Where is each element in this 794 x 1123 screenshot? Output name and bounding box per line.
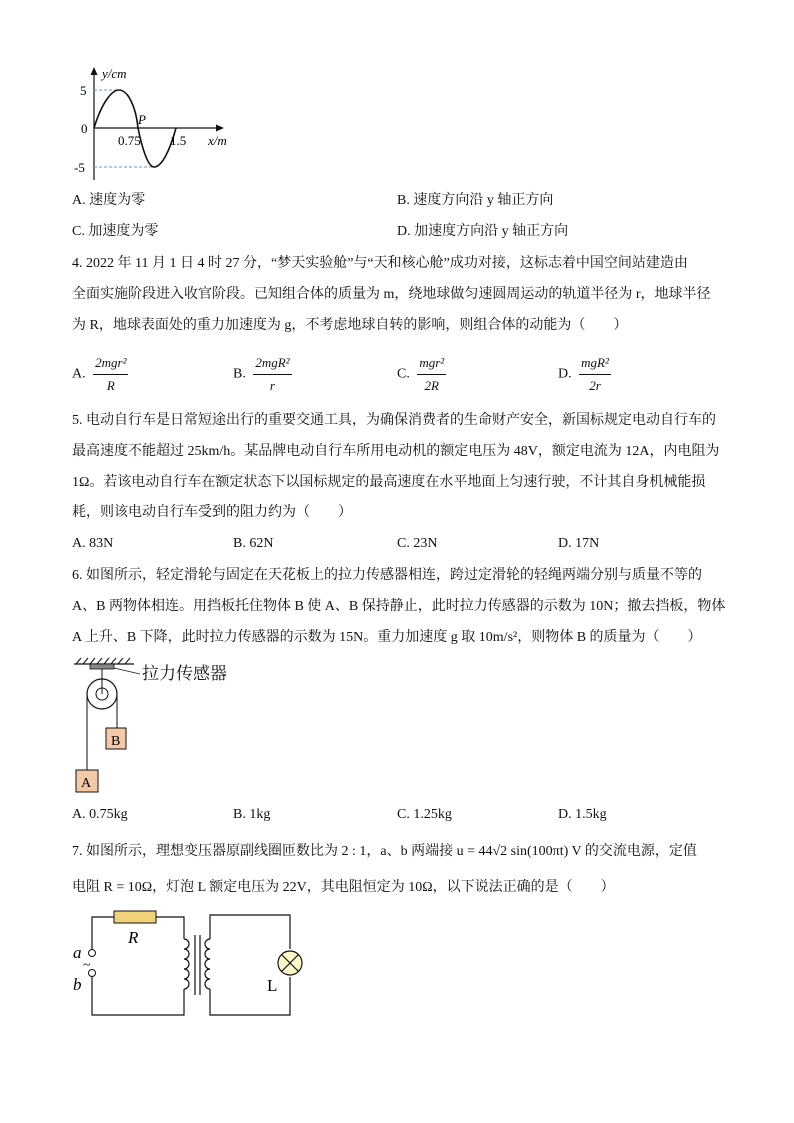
x-axis-arrow-icon: [216, 125, 224, 132]
terminal-b-label: b: [73, 975, 82, 994]
x-tick-1-label: 0.75: [118, 133, 141, 148]
q6-option-c[interactable]: C. 1.25kg: [397, 807, 452, 822]
y-max-label: 5: [80, 83, 87, 98]
q6-stem-line-2: A、B 两物体相连。用挡板托住物体 B 使 A、B 保持静止，此时拉力传感器的示数为 10N；撤去挡板，物体: [72, 599, 726, 614]
wave-graph: [72, 62, 242, 182]
q4-option-a[interactable]: A. $\frac{\text{2mgr²}}{R}$: [72, 353, 128, 396]
q3-option-d[interactable]: D. 加速度方向沿 y 轴正方向: [397, 224, 569, 239]
q6-option-d[interactable]: D. 1.5kg: [558, 807, 607, 822]
primary-wire-top: [92, 917, 114, 949]
point-p-label: P: [138, 112, 146, 127]
sensor-label: 拉力传感器: [142, 664, 227, 684]
q5-stem-line-4: 耗，则该电动自行车受到的阻力约为（ ）: [72, 505, 352, 520]
q5-option-d[interactable]: D. 17N: [558, 536, 600, 551]
q5-stem-line-3: 1Ω。若该电动自行车在额定状态下以国标规定的最高速度在水平地面上匀速行驶，不计其自身机械能损: [72, 475, 706, 490]
q7-stem-line-1: 7. 如图所示，理想变压器原副线圈匝数比为 2 : 1，a、b 两端接 u = 44√2 sin(100πt) V 的交流电源，定值: [72, 844, 697, 859]
force-sensor: [90, 664, 114, 669]
q6-stem-line-3: A 上升、B 下降，此时拉力传感器的示数为 15N。重力加速度 g 取 10m/s²，则物体 B 的质量为（ ）: [72, 630, 702, 645]
primary-wire-right: [156, 917, 184, 939]
resistor-r: [114, 911, 156, 923]
sensor-leader-line: [114, 668, 140, 674]
q5-option-b[interactable]: B. 62N: [233, 536, 274, 551]
q4-option-a-fraction: $\frac{\text{2mgr²}}{R}$: [95, 355, 127, 393]
terminal-a: [89, 950, 96, 957]
q4-stem-line-3: 为 R，地球表面处的重力加速度为 g，不考虑地球自转的影响，则组合体的动能为（ ）: [72, 318, 628, 333]
q4-option-b[interactable]: B. $\frac{\text{2mgR²}}{r}$: [233, 353, 292, 396]
y-min-label: -5: [74, 160, 85, 175]
terminal-a-label: a: [73, 943, 82, 962]
transformer-circuit: [68, 905, 313, 1025]
q3-option-b[interactable]: B. 速度方向沿 y 轴正方向: [397, 193, 554, 208]
q4-option-d[interactable]: D. $\frac{\text{mgR²}}{2r}$: [558, 353, 611, 396]
x-axis-label: x/m: [208, 133, 227, 148]
block-a-label: A: [81, 776, 92, 791]
origin-label: 0: [81, 121, 88, 136]
ceiling-hatch: [76, 658, 130, 664]
q4-option-c-fraction: $\frac{\text{mgr²}}{2R}$: [419, 355, 445, 393]
q4-option-d-fraction: $\frac{\text{mgR²}}{2r}$: [581, 355, 609, 393]
primary-wire-bottom: [92, 977, 184, 1015]
q5-stem-line-1: 5. 电动自行车是日常短途出行的重要交通工具，为确保消费者的生命财产安全，新国标规定电动自行车的: [72, 413, 716, 428]
q5-option-a[interactable]: A. 83N: [72, 536, 114, 551]
lamp-label: L: [267, 976, 278, 995]
primary-coil: [184, 939, 189, 989]
q3-option-a[interactable]: A. 速度为零: [72, 193, 146, 208]
ac-source-tilde: ~: [83, 958, 91, 973]
q5-option-c[interactable]: C. 23N: [397, 536, 438, 551]
resistor-label: R: [128, 928, 139, 947]
y-axis-arrow-icon: [91, 67, 98, 75]
x-tick-2-label: 1.5: [170, 133, 187, 148]
q4-stem-line-2: 全面实施阶段进入收官阶段。已知组合体的质量为 m，绕地球做匀速圆周运动的轨道半径为 r，地球半径: [72, 287, 711, 302]
q6-option-a[interactable]: A. 0.75kg: [72, 807, 128, 822]
q4-option-b-fraction: $\frac{\text{2mgR²}}{r}$: [255, 355, 290, 393]
q4-option-c[interactable]: C. $\frac{\text{mgr²}}{2R}$: [397, 353, 446, 396]
secondary-wire-bottom: [210, 977, 290, 1015]
q3-option-c[interactable]: C. 加速度为零: [72, 224, 159, 239]
secondary-wire-top: [210, 915, 290, 949]
q4-stem-line-1: 4. 2022 年 11 月 1 日 4 时 27 分，“梦天实验舱”与“天和核心舱”成功对接，这标志着中国空间站建造由: [72, 256, 688, 271]
secondary-coil: [205, 939, 210, 989]
y-axis-label: y/cm: [102, 66, 127, 81]
q5-stem-line-2: 最高速度不能超过 25km/h。某品牌电动自行车所用电动机的额定电压为 48V，额定电流为 12A，内电阻为: [72, 444, 720, 459]
q6-option-b[interactable]: B. 1kg: [233, 807, 271, 822]
q6-stem-line-1: 6. 如图所示，轻定滑轮与固定在天花板上的拉力传感器相连，跨过定滑轮的轻绳两端分别与质量不等的: [72, 568, 702, 583]
q7-stem-line-2: 电阻 R = 10Ω，灯泡 L 额定电压为 22V，其电阻恒定为 10Ω，以下说法正确的是（ ）: [72, 880, 615, 895]
block-b-label: B: [111, 734, 121, 749]
